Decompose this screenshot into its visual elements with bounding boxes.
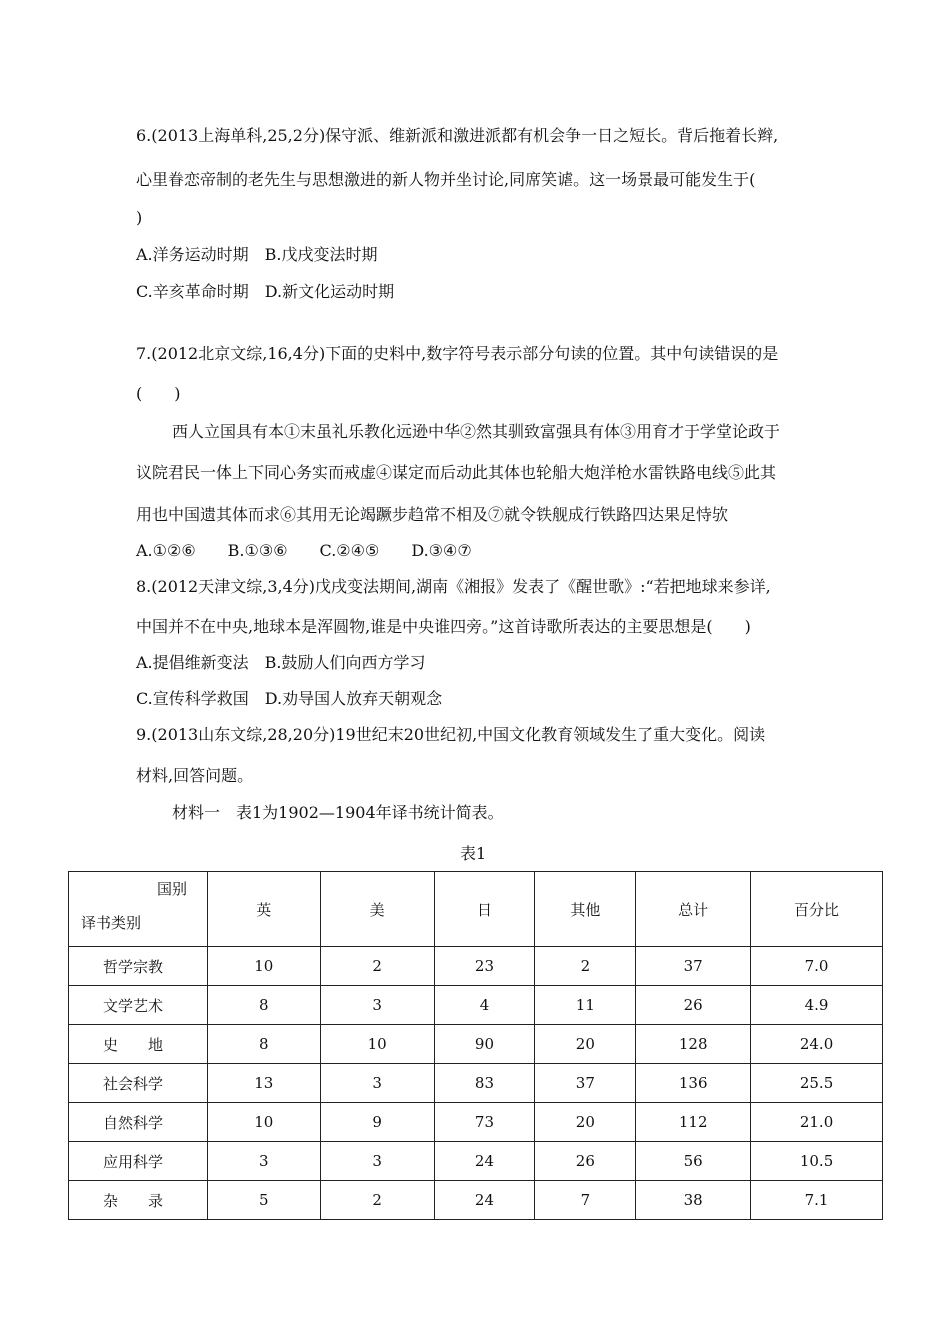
q7-stem-line1: 7.(2012北京文综,16,4分)下面的史料中,数字符号表示部分句读的位置。其中句读错误的是 [136, 344, 779, 363]
table-cell: 90 [434, 1025, 535, 1064]
table-caption: 表1 [460, 844, 487, 863]
table-row [69, 1181, 883, 1220]
q9-stem-line1: 9.(2013山东文综,28,20分)19世纪末20世纪初,中国文化教育领域发生了重大变化。阅读 [136, 725, 766, 744]
table-cell: 4 [434, 986, 535, 1025]
table-cell: 112 [636, 1103, 751, 1142]
header-cell: 美 [320, 872, 434, 947]
q6-options-line2: C.辛亥革命时期 D.新文化运动时期 [136, 282, 395, 301]
table-cell: 2 [535, 947, 636, 986]
table-cell: 24 [434, 1181, 535, 1220]
table-cell: 2 [320, 1181, 434, 1220]
table-row [69, 947, 883, 986]
table-cell: 4.9 [751, 986, 883, 1025]
header-cell: 英 [207, 872, 320, 947]
header-cell: 总计 [636, 872, 751, 947]
row-label: 史 地 [69, 1025, 208, 1064]
header-cell: 日 [434, 872, 535, 947]
table-corner-cell [69, 872, 208, 947]
table-cell: 11 [535, 986, 636, 1025]
q6-stem-line2: 心里眷恋帝制的老先生与思想激进的新人物并坐讨论,同席笑谑。这一场景最可能发生于( [136, 170, 756, 189]
table-cell: 20 [535, 1103, 636, 1142]
translation-stats-table [68, 871, 883, 1220]
table-cell: 83 [434, 1064, 535, 1103]
table-cell: 10 [320, 1025, 434, 1064]
table-cell: 10.5 [751, 1142, 883, 1181]
row-label: 文学艺术 [69, 986, 208, 1025]
table-cell: 2 [320, 947, 434, 986]
table-cell: 25.5 [751, 1064, 883, 1103]
table-cell: 56 [636, 1142, 751, 1181]
header-cell: 其他 [535, 872, 636, 947]
table-cell: 3 [320, 986, 434, 1025]
table-cell: 37 [636, 947, 751, 986]
table-cell: 8 [207, 986, 320, 1025]
q8-options-line1: A.提倡维新变法 B.鼓励人们向西方学习 [136, 653, 426, 672]
row-label: 社会科学 [69, 1064, 208, 1103]
q6-stem-line1: 6.(2013上海单科,25,2分)保守派、维新派和激进派都有机会争一日之短长。背后拖着长辫, [136, 126, 779, 145]
table-cell: 3 [207, 1142, 320, 1181]
table-cell: 7.0 [751, 947, 883, 986]
table-cell: 128 [636, 1025, 751, 1064]
q7-passage-line2: 议院君民一体上下同心务实而戒虚④谋定而后动此其体也轮船大炮洋枪水雷铁路电线⑤此其 [136, 463, 777, 482]
table-cell: 37 [535, 1064, 636, 1103]
table-cell: 3 [320, 1142, 434, 1181]
q8-stem-line1: 8.(2012天津文综,3,4分)戊戌变法期间,湖南《湘报》发表了《醒世歌》:“若把地球来参详, [136, 577, 771, 596]
table-row [69, 986, 883, 1025]
table-cell: 20 [535, 1025, 636, 1064]
table-cell: 23 [434, 947, 535, 986]
q9-stem-line2: 材料,回答问题。 [136, 766, 254, 785]
table-cell: 136 [636, 1064, 751, 1103]
table-row [69, 1064, 883, 1103]
table-row [69, 1142, 883, 1181]
table-cell: 21.0 [751, 1103, 883, 1142]
q7-options: A.①②⑥ B.①③⑥ C.②④⑤ D.③④⑦ [136, 541, 472, 560]
q7-passage-line1: 西人立国具有本①末虽礼乐教化远逊中华②然其驯致富强具有体③用育才于学堂论政于 [172, 422, 781, 441]
row-label: 杂 录 [69, 1181, 208, 1220]
row-label: 自然科学 [69, 1103, 208, 1142]
table-cell: 3 [320, 1064, 434, 1103]
corner-country-label: 国别 [157, 880, 188, 898]
table-cell: 38 [636, 1181, 751, 1220]
table-header-row [69, 872, 883, 947]
q9-material1: 材料一 表1为1902—1904年译书统计简表。 [172, 803, 504, 822]
header-cell: 百分比 [751, 872, 883, 947]
table-cell: 9 [320, 1103, 434, 1142]
q6-options-line1: A.洋务运动时期 B.戊戌变法时期 [136, 245, 378, 264]
q6-stem-line3: ) [136, 208, 143, 227]
q8-stem-line2: 中国并不在中央,地球本是浑圆物,谁是中央谁四旁。”这首诗歌所表达的主要思想是( ) [136, 617, 751, 636]
table-cell: 73 [434, 1103, 535, 1142]
table-row [69, 1103, 883, 1142]
row-label: 哲学宗教 [69, 947, 208, 986]
q8-options-line2: C.宣传科学救国 D.劝导国人放弃天朝观念 [136, 689, 443, 708]
table-cell: 24 [434, 1142, 535, 1181]
table-cell: 10 [207, 947, 320, 986]
table-cell: 8 [207, 1025, 320, 1064]
table-cell: 5 [207, 1181, 320, 1220]
table-cell: 10 [207, 1103, 320, 1142]
row-label: 应用科学 [69, 1142, 208, 1181]
table-row [69, 1025, 883, 1064]
table-cell: 24.0 [751, 1025, 883, 1064]
q7-stem-line2: ( ) [136, 384, 181, 403]
table-cell: 7 [535, 1181, 636, 1220]
table-cell: 13 [207, 1064, 320, 1103]
table-cell: 26 [636, 986, 751, 1025]
table-cell: 7.1 [751, 1181, 883, 1220]
table-cell: 26 [535, 1142, 636, 1181]
q7-passage-line3: 用也中国遗其体而求⑥其用无论竭蹶步趋常不相及⑦就令铁舰成行铁路四达果足恃欤 [136, 505, 729, 524]
corner-category-label: 译书类别 [81, 914, 142, 932]
